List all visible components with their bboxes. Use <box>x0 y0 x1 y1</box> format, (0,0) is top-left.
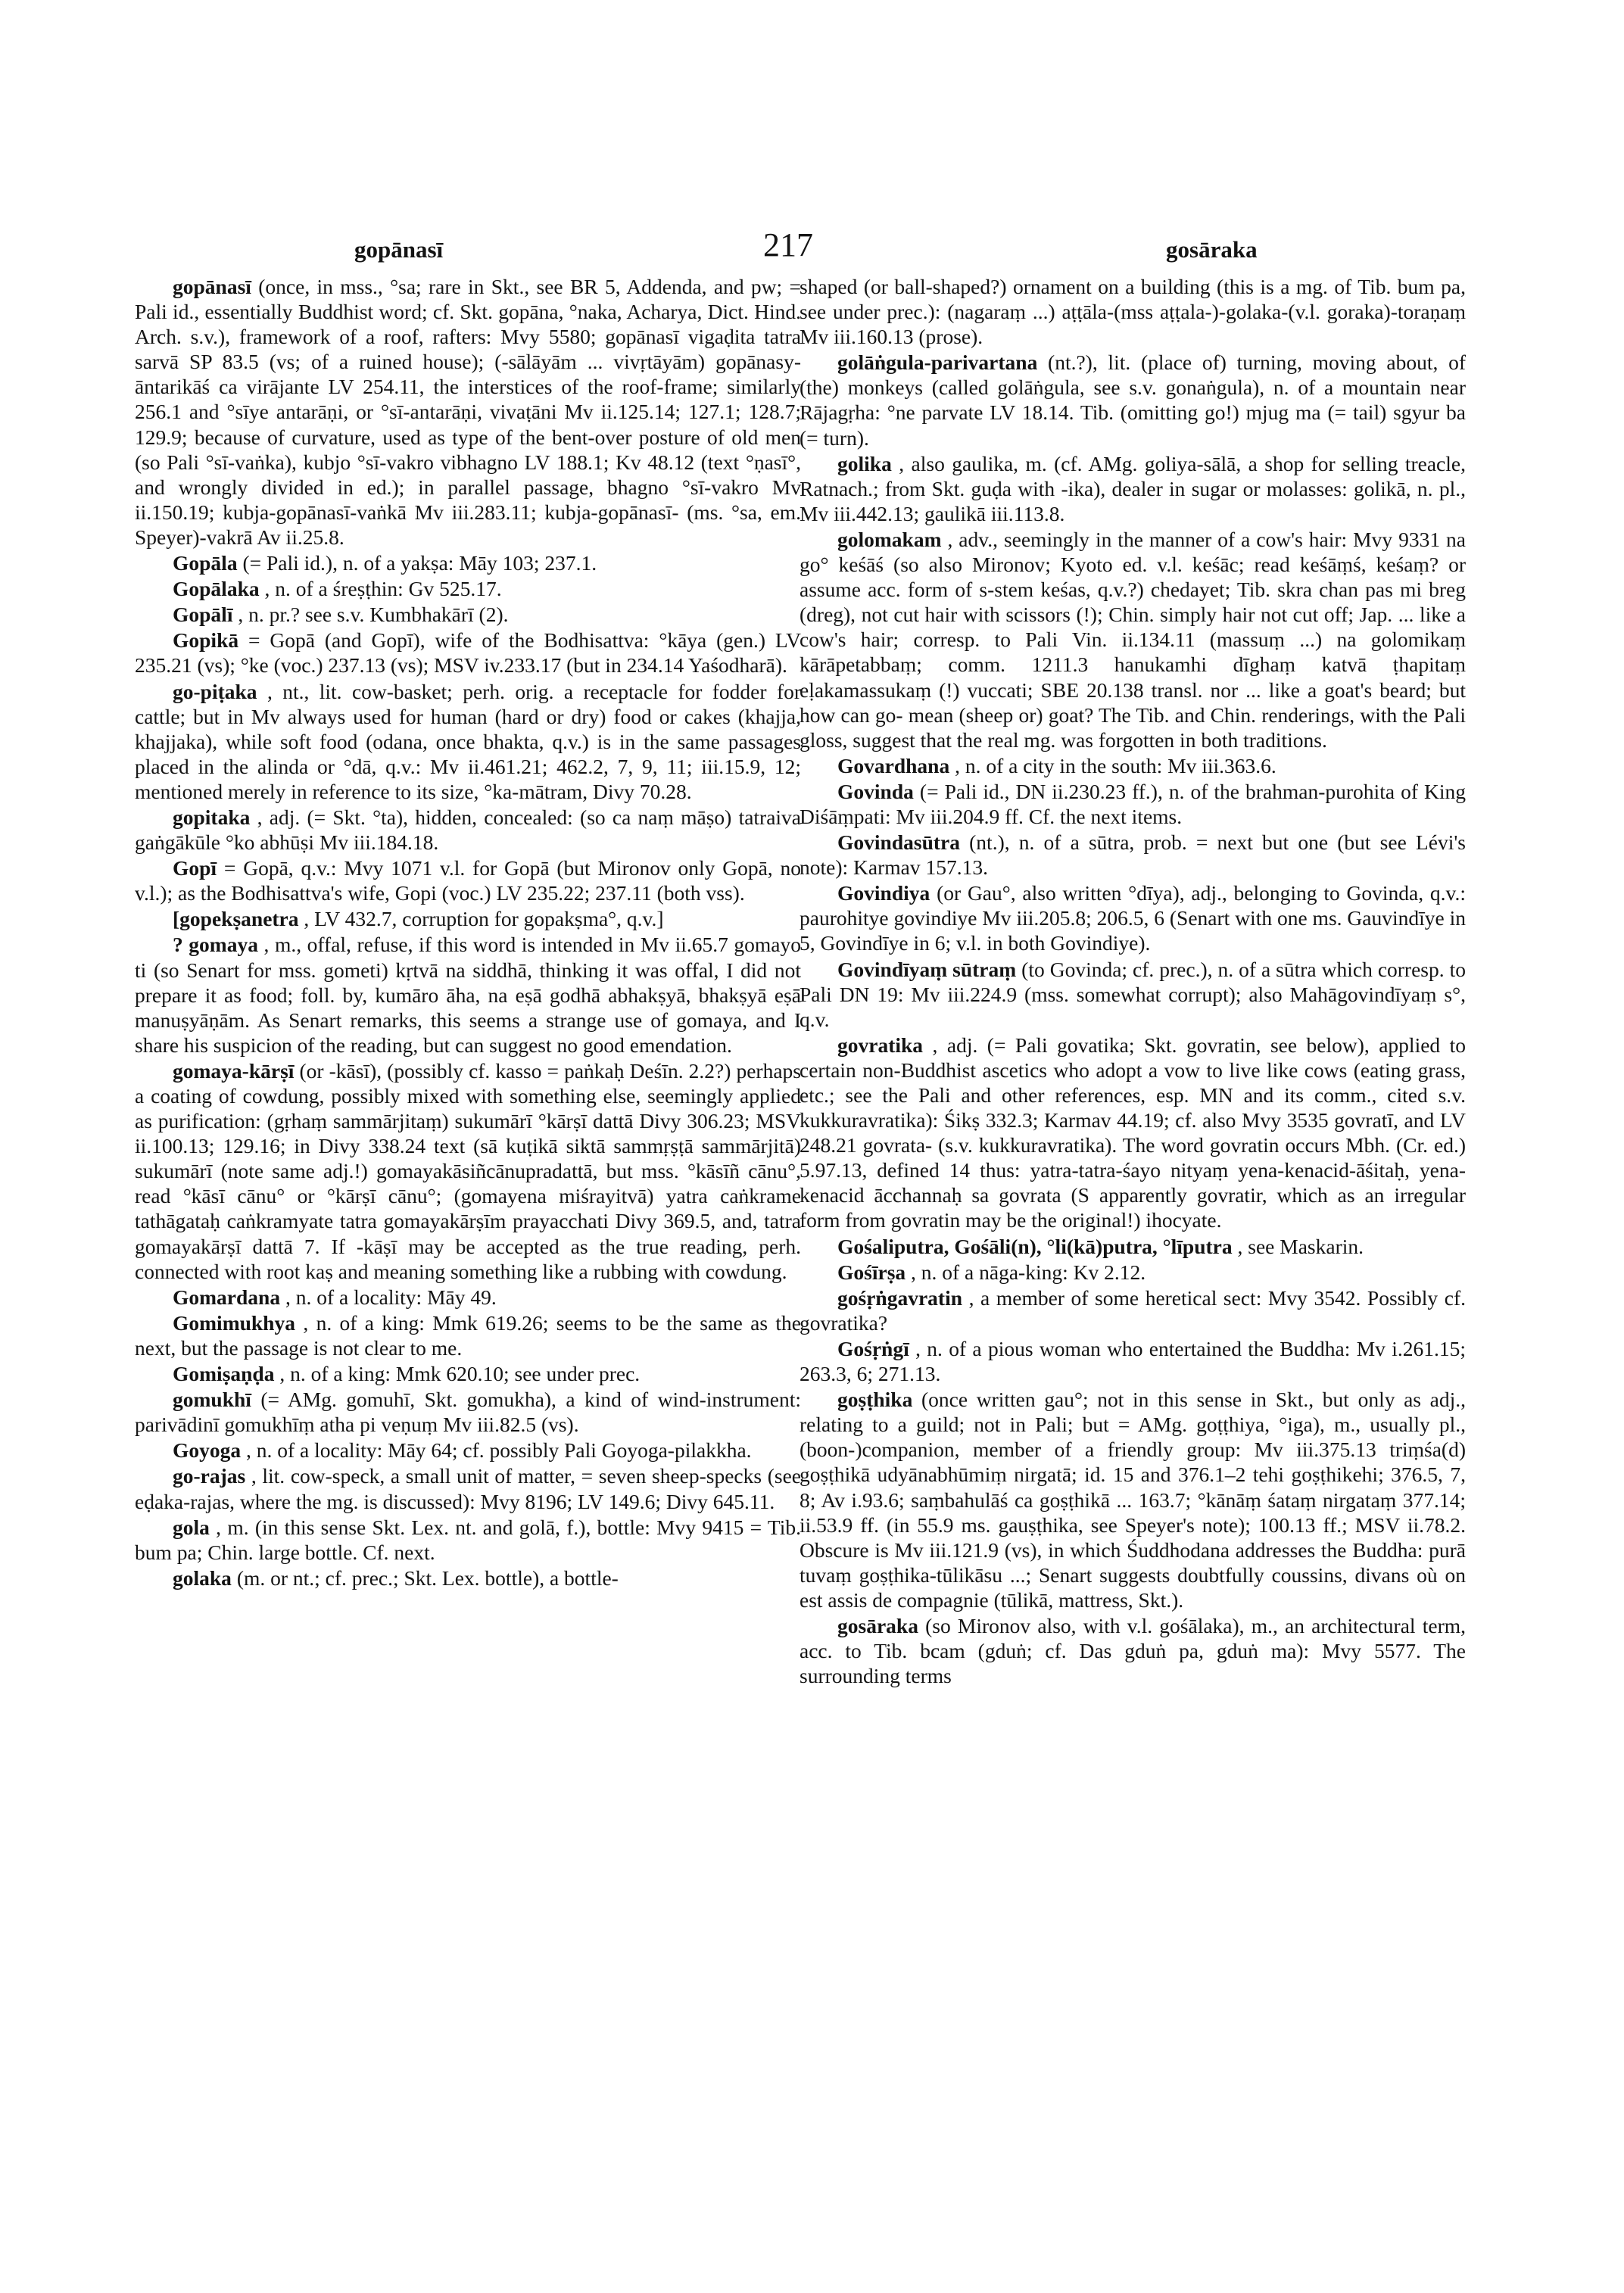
dictionary-entry <box>135 1285 801 1310</box>
left-column <box>135 274 801 1591</box>
dictionary-entry <box>800 1613 1466 1688</box>
dictionary-entry <box>135 906 801 931</box>
entry-text: , adj. (= Skt. °ta), hidden, concealed: (so ca naṃ māṣo) tatraiva gaṅgākūle °ko abhūṣi Mv iii.184.18. <box>135 805 802 855</box>
headword: gopānasī <box>173 275 251 298</box>
dictionary-entry <box>800 274 1466 349</box>
dictionary-entry <box>135 1515 801 1565</box>
headword: govratika <box>837 1033 924 1057</box>
dictionary-entry <box>135 1463 801 1513</box>
entry-text: shaped (or ball-shaped?) ornament on a building (this is a mg. of Tib. bum pa, see under prec.): (nagaraṃ ...) aṭṭāla-(mss aṭṭala-)-golaka-(v.l. goraka)-toraṇaṃ Mv iii.160.13 (prose). <box>800 275 1466 349</box>
headword: golāṅgula-parivartana <box>837 350 1038 375</box>
headword: Gopāla <box>173 551 238 575</box>
entry-text: , m. (in this sense Skt. Lex. nt. and golā, f.), bottle: Mvy 9415 = Tib. bum pa; Chin. large bottle. Cf. next. <box>135 1515 802 1564</box>
entry-text: (once written gau°; not in this sense in Skt., but only as adj., relating to a guild; not in Pali; but = AMg. goṭṭhiya, °iga), m., usually pl., (boon-)companion, member of a friendly group: Mv iii.375.13 triṃśa(d) goṣṭhikā udyānabhūmiṃ nirgatā; id. 15 and 376.1–2 tehi goṣṭhikehi; 376.5, 7, 8; Av i.93.6; saṃbahulāś ca goṣṭhikā ... 163.7; °kānāṃ śataṃ nirgataṃ 377.14; ii.53.9 ff. (in 55.9 ms. gauṣṭhika, see Speyer's note); 100.13 ff.; MSV ii.78.2. Obscure is Mv iii.121.9 (vs), in which Śuddhodana addresses the Buddha: purā tuvaṃ goṣṭhika-tūlikāsu ...; Senart suggests doubtfully coussins, divans où on est assis de compagnie (tūlikā, mattress, Skt.). <box>800 1388 1467 1612</box>
dictionary-entry <box>135 576 801 601</box>
entry-text: , also gaulika, m. (cf. AMg. goliya-sālā, a shop for selling treacle, Ratnach.; from Skt. guḍa with -ika), dealer in sugar or molasses: golikā, n. pl., Mv iii.442.13; gaulikā iii.113.8. <box>800 451 1466 525</box>
entry-text: , n. of a locality: Māy 49. <box>285 1285 497 1309</box>
headword: golika <box>837 451 892 475</box>
headword: Gośṛṅgī <box>837 1336 909 1360</box>
dictionary-entry <box>800 880 1466 955</box>
headword: gosāraka <box>837 1613 918 1637</box>
dictionary-entry <box>135 1438 801 1463</box>
entry-text: (nt.?), lit. (place of) turning, moving about, of (the) monkeys (called golāṅgula, see s.v. gonaṅgula), n. of a mountain near Rājagṛha: °ne parvate LV 18.14. Tib. (omitting go!) mjug ma (= tail) sgyur ba (= turn). <box>800 350 1466 450</box>
entry-text: (= Pali id., DN ii.230.23 ff.), n. of the brahman-purohita of King Diśāṃpati: Mv iii.204.9 ff. Cf. the next items. <box>800 779 1466 828</box>
headword: goṣṭhika <box>837 1388 913 1412</box>
entry-text: , lit. cow-speck, a small unit of matter, = seven sheep-specks (see eḍaka-rajas, where the mg. is discussed): Mvy 8196; LV 149.6; Divy 645.11. <box>135 1464 801 1513</box>
running-header <box>129 226 1499 271</box>
headword: ? gomaya <box>173 933 258 957</box>
dictionary-entry <box>135 805 801 855</box>
entry-text: , nt., lit. cow-basket; perh. orig. a receptacle for fodder for cattle; but in Mv always used for human (hard or dry) food or cakes (khajja, khajjaka), while soft food (odana, once bhakta, q.v.) is in the same passages placed in the alinda or °dā, q.v.: Mv ii.461.21; 462.2, 7, 9, 11; iii.15.9, 12; mentioned merely in reference to its size, °ka-mātram, Divy 70.28. <box>135 679 802 803</box>
entry-text: (nt.), n. of a sūtra, prob. = next but one (but see Lévi's note): Karmav 157.13. <box>800 830 1466 880</box>
dictionary-entry <box>135 550 801 575</box>
headword: golomakam <box>837 527 942 551</box>
dictionary-entry <box>135 855 801 905</box>
headword: go-piṭaka <box>173 679 257 703</box>
headword: Gopī <box>173 856 217 880</box>
entry-text: , n. of a king: Mmk 619.26; seems to be the same as the next, but the passage is not clear to me. <box>135 1310 801 1360</box>
entry-text: (to Govinda; cf. prec.), n. of a sūtra which corresp. to Pali DN 19: Mv iii.224.9 (mss. somewhat corrupt); also Mahāgovindīyaṃ s°, q.v. <box>800 957 1466 1031</box>
entry-text: , a member of some heretical sect: Mvy 3542. Possibly cf. govratika? <box>800 1285 1466 1335</box>
dictionary-entry <box>800 1234 1466 1259</box>
entry-text: (= Pali id.), n. of a yakṣa: Māy 103; 237.1. <box>242 551 597 575</box>
dictionary-entry <box>800 1387 1466 1612</box>
entry-text: , m., offal, refuse, if this word is intended in Mv ii.65.7 gomayo ti (so Senart for mss. gometi) kṛtvā na siddhā, thinking it was offal, I did not prepare it as food; foll. by, kumāro āha, na eṣā godhā abhakṣyā, bhakṣyā eṣā manuṣyāṇām. As Senart remarks, this seems a strange use of gomaya, and I share his suspicion of the reading, but can suggest no good emendation. <box>135 933 801 1057</box>
headword: Gopikā <box>173 628 239 653</box>
dictionary-entry <box>800 753 1466 778</box>
entry-text: , n. of a locality: Māy 64; cf. possibly Pali Goyoga-pilakkha. <box>246 1438 752 1463</box>
dictionary-entry <box>135 1387 801 1437</box>
entry-text: , n. pr.? see s.v. Kumbhakārī (2). <box>238 603 509 627</box>
entry-text: = Gopā, q.v.: Mvy 1071 v.l. for Gopā (but Mironov only Gopā, no v.l.); as the Bodhisattva's wife, Gopi (voc.) LV 235.22; 237.11 (both vss). <box>135 856 801 905</box>
dictionary-entry <box>800 1033 1466 1233</box>
headword: gomukhī <box>173 1388 251 1412</box>
dictionary-entry <box>135 274 801 550</box>
dictionary-entry <box>135 932 801 1057</box>
dictionary-entry <box>135 1361 801 1386</box>
entry-text: , n. of a king: Mmk 620.10; see under prec. <box>279 1362 641 1386</box>
entry-text: (or Gau°, also written °dīya), adj., belonging to Govinda, q.v.: paurohitye govindiye Mv iii.205.8; 206.5, 6 (Senart with one ms. Gauvindīye in 5, Govindīye in 6; v.l. in both Govindiye). <box>800 881 1467 955</box>
entry-text: , LV 432.7, corruption for gopakṣma°, q.v.] <box>304 907 664 931</box>
entry-text: (so Mironov also, with v.l. gośālaka), m., an architectural term, acc. to Tib. bcam (gduṅ; cf. Das gduṅ pa, gduṅ ma): Mvy 5577. The surrounding terms <box>800 1613 1467 1688</box>
headword: [gopekṣanetra <box>173 907 299 931</box>
headword: Govindīyaṃ sūtraṃ <box>837 957 1017 981</box>
headword: golaka <box>173 1566 232 1590</box>
entry-text: (once, in mss., °sa; rare in Skt., see BR 5, Addenda, and pw; = Pali id., essentially Buddhist word; cf. Skt. gopāna, °naka, Acharya, Dict. Hind. Arch. s.v.), framework of a roof, rafters: Mvy 5580; gopānasī vigaḍita tatra sarvā SP 83.5 (vs; of a ruined house); (-sālāyām ... vivṛtāyām) gopānasy-āntarikāś ca virājante LV 254.11, the interstices of the roof-frame; similarly 256.1 and °sīye antarāṇi, or °sī-antarāṇi, vivaṭāni Mv ii.125.14; 127.1; 128.7; 129.9; because of curvature, used as type of the bent-over posture of old men (so Pali °sī-vaṅka), kubjo °sī-vakro vibhagno LV 188.1; Kv 48.12 (text °ṇasī°, and wrongly divided in ed.); in parallel passage, bhagno °sī-vakro Mv ii.150.19; kubja-gopānasī-vaṅkā Mv iii.283.11; kubja-gopānasī- (ms. °sa, em. Speyer)-vakrā Av ii.25.8. <box>135 275 801 549</box>
headword: gomaya-kārṣī <box>173 1058 295 1083</box>
dictionary-entry <box>800 957 1466 1032</box>
dictionary-entry <box>135 602 801 627</box>
headword: gopitaka <box>173 805 251 829</box>
dictionary-entry <box>800 527 1466 752</box>
left-guide-word: gopānasī <box>354 236 444 263</box>
entry-text: , adv., seemingly in the manner of a cow's hair: Mvy 9331 na go° keśāś (so also Mironov; Kyoto ed. v.l. keśāc; read keśāṃś, keśaṃ? or assume acc. form of s-stem keśas, q.v.?) chedayet; Tib. skra chan pas mi breg (dreg), not cut hair with scissors (!); Chin. simply hair not cut off; Jap. ... like a cow's hair; corresp. to Pali Vin. ii.134.11 (massuṃ ...) na golomikaṃ kārāpetabbaṃ; comm. 1211.3 hanukamhi dīghaṃ katvā ṭhapitaṃ eḷakamassukaṃ (!) vuccati; SBE 20.138 transl. nor ... like a goat's beard; but how can go- mean (sheep or) goat? The Tib. and Chin. renderings, with the Pali gloss, suggest that the real mg. was forgotten in both traditions. <box>800 527 1466 752</box>
entry-text: , see Maskarin. <box>1237 1234 1364 1258</box>
headword: Govinda <box>837 779 914 803</box>
headword: Gopālī <box>173 603 233 627</box>
entry-text: (m. or nt.; cf. prec.; Skt. Lex. bottle), a bottle- <box>236 1566 619 1590</box>
headword: Govindiya <box>837 881 930 905</box>
entry-text: (or -kāsī), (possibly cf. kasso = paṅkaḥ Deśīn. 2.2?) perhaps a coating of cowdung, possibly mixed with something else, seemingly applied as purification: (gṛhaṃ sammārjitaṃ) sukumārī °kārṣī dattā Divy 306.23; MSV ii.100.13; 129.16; in Divy 338.24 text (sā kuṭikā siktā sammṛṣṭā sammārjitā) sukumārī (note same adj.!) gomayakāsiñcānupradattā, but mss. °kāsīñ cānu°, read °kāsī cānu° or °kārṣī cānu°; (gomayena miśrayitvā) yatra caṅkrame tathāgataḥ caṅkramyate tatra gomayakārṣīm prayacchati Divy 369.5, and, tatra gomayakārṣī dattā 7. If -kāṣī may be accepted as the true reading, perh. connected with root kaṣ and meaning something like a rubbing with cowdung. <box>135 1058 801 1283</box>
right-column <box>800 274 1466 1689</box>
headword: go-rajas <box>173 1464 246 1488</box>
dictionary-entry <box>800 350 1466 450</box>
headword: Gomardana <box>173 1285 281 1309</box>
dictionary-entry <box>800 779 1466 829</box>
entry-text: , n. of a city in the south: Mv iii.363.6. <box>955 753 1276 777</box>
headword: gośṛṅgavratin <box>837 1285 962 1310</box>
dictionary-entry <box>800 1260 1466 1285</box>
dictionary-entry <box>800 451 1466 526</box>
headword: Gomiṣaṇḍa <box>173 1362 275 1386</box>
headword: Govardhana <box>837 753 950 777</box>
headword: Goyoga <box>173 1438 242 1463</box>
headword: Gośaliputra, Gośāli(n), °li(kā)putra, °līputra <box>837 1234 1233 1258</box>
entry-text: , n. of a nāga-king: Kv 2.12. <box>911 1260 1146 1284</box>
dictionary-entry <box>135 628 801 678</box>
dictionary-entry <box>135 679 801 804</box>
headword: Gomimukhya <box>173 1310 295 1335</box>
dictionary-entry <box>800 1336 1466 1386</box>
dictionary-entry <box>800 830 1466 880</box>
headword: gola <box>173 1515 210 1539</box>
right-guide-word: gosāraka <box>1166 236 1258 263</box>
dictionary-entry <box>800 1285 1466 1335</box>
entry-text: , n. of a pious woman who entertained the Buddha: Mv i.261.15; 263.3, 6; 271.13. <box>800 1336 1466 1386</box>
dictionary-entry <box>135 1310 801 1360</box>
headword: Gopālaka <box>173 577 260 601</box>
entry-text: , adj. (= Pali govatika; Skt. govratin, see below), applied to certain non-Buddhist ascetics who adopt a vow to live like cows (eating grass, etc.; see the Pali and other references, esp. MN and its comm., cited s.v. kukkuravratika): Śikṣ 332.3; Karmav 44.19; cf. also Mvy 3535 govratī, and LV 248.21 govrata- (s.v. kukkuravratika). The word govratin occurs Mbh. (Cr. ed.) 5.97.13, defined 14 thus: yatra-tatra-śayo nityaṃ yena-kenacid-āśitaḥ, yena-kenacid ācchannaḥ sa govrata (S apparently govratir, which as an irregular form from govratin may be the original!) ihocyate. <box>800 1033 1467 1232</box>
entry-text: , n. of a śreṣṭhin: Gv 525.17. <box>264 577 502 601</box>
entry-text: = Gopā (and Gopī), wife of the Bodhisattva: °kāya (gen.) LV 235.21 (vs); °ke (voc.) 237.13 (vs); MSV iv.233.17 (but in 234.14 Yaśodharā). <box>135 628 802 678</box>
headword: Gośīrṣa <box>837 1260 906 1284</box>
headword: Govindasūtra <box>837 830 960 855</box>
entry-text: (= AMg. gomuhī, Skt. gomukha), a kind of wind-instrument: parivādinī gomukhīṃ atha pi veṇuṃ Mv iii.82.5 (vs). <box>135 1388 802 1437</box>
page-number: 217 <box>763 226 813 263</box>
dictionary-entry <box>135 1058 801 1284</box>
dictionary-entry <box>135 1566 801 1590</box>
